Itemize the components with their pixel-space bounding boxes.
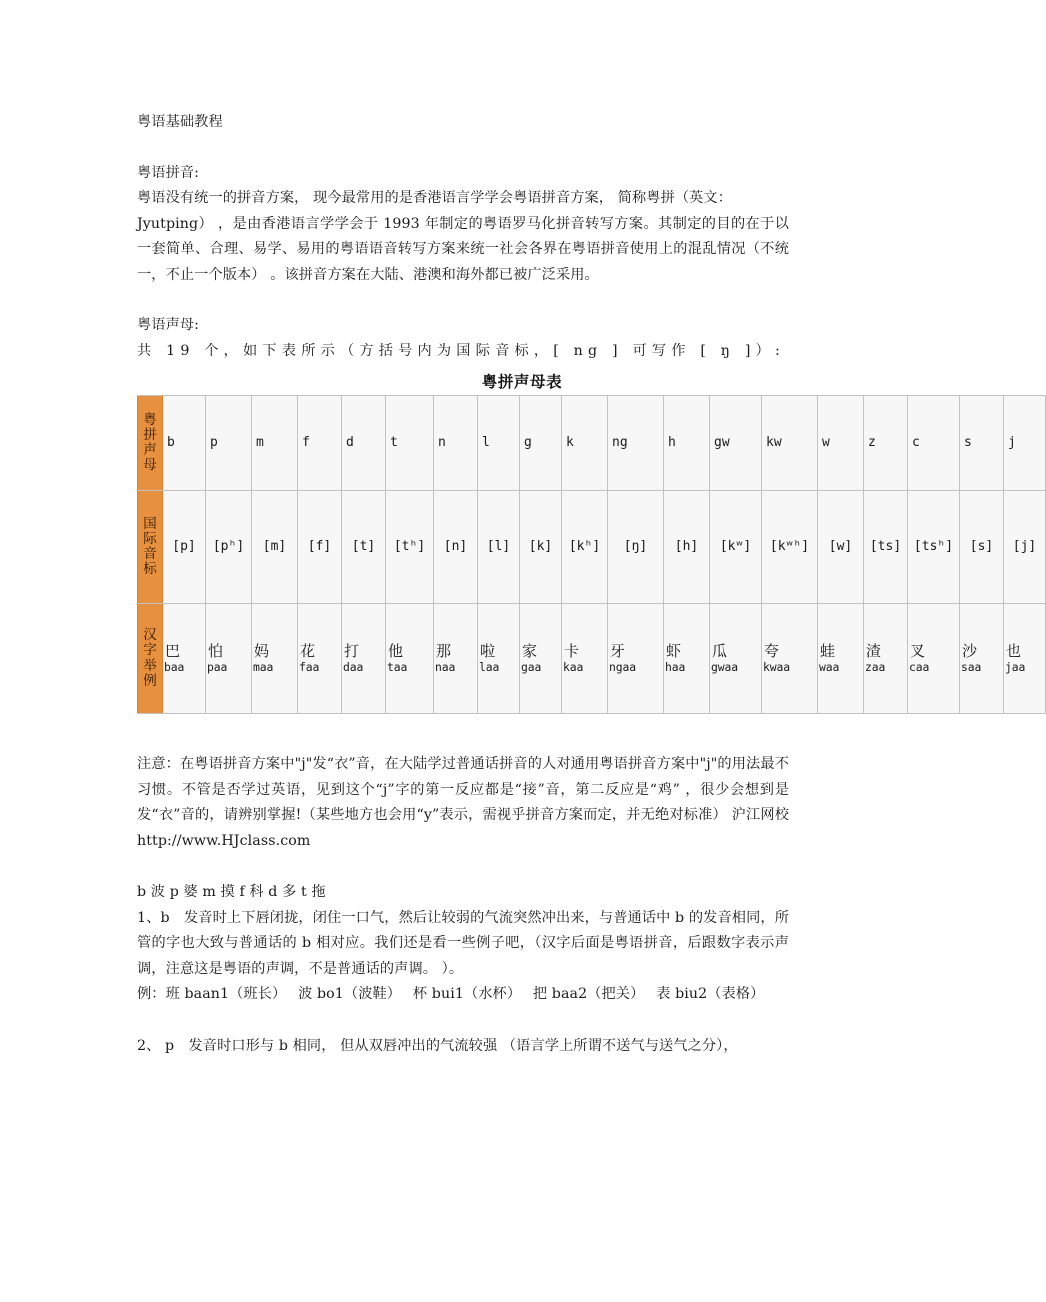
letters-line: b 波 p 婆 m 摸 f 科 d 多 t 拖 <box>137 884 326 900</box>
example-han-character: 虾 <box>666 642 682 661</box>
jyutping-cell: j <box>1004 396 1046 491</box>
example-romanization: daa <box>343 660 364 675</box>
example-romanization: kaa <box>563 660 584 675</box>
jyutping-cell: l <box>478 396 520 491</box>
initials-table-block <box>137 370 1037 714</box>
spacer <box>137 854 789 880</box>
ipa-cell: [t] <box>342 491 386 604</box>
example-han-character: 叉 <box>910 642 926 661</box>
row-header-examples-label: 汉字举例 <box>143 627 157 689</box>
jyutping-cell: g <box>520 396 562 491</box>
example-romanization: paa <box>207 660 228 675</box>
example-han-character: 花 <box>300 642 316 661</box>
jyutping-cell: p <box>206 396 252 491</box>
example-romanization: saa <box>961 660 982 675</box>
ipa-cell: [w] <box>818 491 864 604</box>
jyutping-cell: b <box>163 396 206 491</box>
initials-table <box>137 395 1046 714</box>
initials-count-line: 共 19 个，如下表所示（方括号内为国际音标，[ ng ] 可写作 [ ŋ ]）: <box>137 342 785 359</box>
ipa-cell: [m] <box>252 491 298 604</box>
row-header-jyutping <box>138 396 163 491</box>
jyutping-cell: f <box>298 396 342 491</box>
jyutping-cell: kw <box>762 396 818 491</box>
example-han-character: 也 <box>1006 642 1022 661</box>
example-han-character: 那 <box>436 642 452 661</box>
table-row-examples <box>138 604 1046 714</box>
ipa-cell: [kʷʰ] <box>762 491 818 604</box>
example-romanization: caa <box>909 660 930 675</box>
item-1-description: 1、b 发音时上下唇闭拢，闭住一口气，然后让较弱的气流突然冲出来，与普通话中 b 的发音相同，所管的字也大致与普通话的 b 相对应。我们还是看一些例子吧，（汉字后面是粤语拼音，后跟数字表示声调，注意这是粤语的声调，不是普通话的声调。 ）。 <box>137 909 789 977</box>
example-cell <box>206 604 252 714</box>
example-cell <box>386 604 434 714</box>
example-romanization: laa <box>479 660 500 675</box>
example-cell <box>163 604 206 714</box>
example-romanization: faa <box>299 660 320 675</box>
example-han-character: 妈 <box>254 642 270 661</box>
example-cell <box>520 604 562 714</box>
jyutping-cell: m <box>252 396 298 491</box>
spacer <box>137 136 789 161</box>
ipa-cell: [f] <box>298 491 342 604</box>
example-romanization: gaa <box>521 660 542 675</box>
example-han-character: 啦 <box>480 642 496 661</box>
example-romanization: taa <box>387 660 408 675</box>
heading-pinyin: 粤语拼音: <box>137 164 200 181</box>
example-han-character: 沙 <box>962 642 978 661</box>
example-romanization: waa <box>819 660 840 675</box>
jyutping-cell: t <box>386 396 434 491</box>
ipa-cell: [kʷ] <box>710 491 762 604</box>
ipa-cell: [tsʰ] <box>908 491 960 604</box>
example-romanization: ngaa <box>609 660 637 675</box>
example-cell <box>818 604 864 714</box>
heading-initials: 粤语声母: <box>137 317 200 333</box>
example-han-character: 他 <box>388 642 404 661</box>
jyutping-cell: gw <box>710 396 762 491</box>
example-cell <box>562 604 608 714</box>
example-romanization: baa <box>164 660 185 675</box>
paragraph-pinyin-1: 粤语没有统一的拼音方案， 现今最常用的是香港语言学学会粤语拼音方案， 简称粤拼（英文： <box>137 190 733 206</box>
example-cell <box>478 604 520 714</box>
example-cell <box>252 604 298 714</box>
example-romanization: jaa <box>1005 660 1026 675</box>
example-han-character: 夸 <box>764 642 780 661</box>
example-han-character: 家 <box>522 642 538 661</box>
example-han-character: 打 <box>344 642 360 661</box>
document-content <box>137 110 1037 1059</box>
ipa-cell: [pʰ] <box>206 491 252 604</box>
paragraph-pinyin-2: Jyutping） ，是由香港语言学学会于 1993 年制定的粤语罗马化拼音转写方案。其制定的目的在于以一套简单、合理、易学、易用的粤语语音转写方案来统一社会各界在粤语拼音使用上的混乱情况（不统一，不止一个版本） 。该拼音方案在大陆、港澳和海外都已被广泛采用。 <box>137 215 789 283</box>
example-romanization: zaa <box>865 660 886 675</box>
example-romanization: haa <box>665 660 686 675</box>
example-romanization: kwaa <box>763 660 791 675</box>
jyutping-cell: w <box>818 396 864 491</box>
example-cell <box>298 604 342 714</box>
ipa-cell: [j] <box>1004 491 1046 604</box>
example-cell <box>1004 604 1046 714</box>
ipa-cell: [k] <box>520 491 562 604</box>
example-han-character: 瓜 <box>712 642 728 661</box>
ipa-cell: [ts] <box>864 491 908 604</box>
example-cell <box>710 604 762 714</box>
example-cell <box>864 604 908 714</box>
ipa-cell: [s] <box>960 491 1004 604</box>
example-han-character: 蛙 <box>820 642 836 661</box>
jyutping-cell: z <box>864 396 908 491</box>
page-title: 粤语基础教程 <box>137 114 223 130</box>
example-cell <box>434 604 478 714</box>
ipa-cell: [n] <box>434 491 478 604</box>
jyutping-cell: ng <box>608 396 664 491</box>
example-romanization: naa <box>435 660 456 675</box>
jyutping-cell: h <box>664 396 710 491</box>
jyutping-cell: n <box>434 396 478 491</box>
ipa-cell: [l] <box>478 491 520 604</box>
example-han-character: 卡 <box>564 642 580 661</box>
example-han-character: 巴 <box>165 642 181 661</box>
example-cell <box>960 604 1004 714</box>
example-cell <box>908 604 960 714</box>
example-cell <box>664 604 710 714</box>
example-cell <box>342 604 386 714</box>
item-1-examples: 例：班 baan1（班长） 波 bo1（波鞋） 杯 bui1（水杯） 把 baa2（把关） 表 biu2（表格） <box>137 986 765 1002</box>
note-paragraph: 注意：在粤语拼音方案中"j"发“衣”音，在大陆学过普通话拼音的人对通用粤语拼音方案中"j"的用法最不习惯。不管是否学过英语，见到这个“j”字的第一反应都是“接”音，第二反应是“鸡” ，很少会想到是发“衣”音的，请辨别掌握!（某些地方也会用“y”表示，需视乎拼音方案而定，并无绝对标准） 沪江网校 http://www.HJclass.com <box>137 756 818 849</box>
jyutping-cell: d <box>342 396 386 491</box>
ipa-cell: [tʰ] <box>386 491 434 604</box>
ipa-cell: [kʰ] <box>562 491 608 604</box>
example-han-character: 怕 <box>208 642 224 661</box>
example-cell <box>762 604 818 714</box>
initials-table-title: 粤拼声母表 <box>481 373 563 391</box>
ipa-cell: [ŋ] <box>608 491 664 604</box>
table-row-jyutping <box>138 396 1046 491</box>
example-cell <box>608 604 664 714</box>
jyutping-cell: s <box>960 396 1004 491</box>
example-han-character: 渣 <box>866 642 882 661</box>
table-row-ipa <box>138 491 1046 604</box>
example-romanization: maa <box>253 660 274 675</box>
jyutping-cell: c <box>908 396 960 491</box>
row-header-ipa-label: 国际音标 <box>143 515 157 578</box>
jyutping-cell: k <box>562 396 608 491</box>
ipa-cell: [h] <box>664 491 710 604</box>
row-header-jyutping-label: 粤拼声母 <box>143 411 157 474</box>
row-header-ipa <box>138 491 163 604</box>
spacer <box>137 714 789 752</box>
example-romanization: gwaa <box>711 660 739 675</box>
spacer <box>137 288 789 313</box>
row-header-examples <box>138 604 163 714</box>
item-2-description: 2、 p 发音时口形与 b 相同， 但从双唇冲出的气流较强 （语言学上所谓不送气与送气之分）， <box>137 1037 738 1054</box>
spacer <box>137 1008 789 1034</box>
ipa-cell: [p] <box>163 491 206 604</box>
example-han-character: 牙 <box>610 642 626 661</box>
